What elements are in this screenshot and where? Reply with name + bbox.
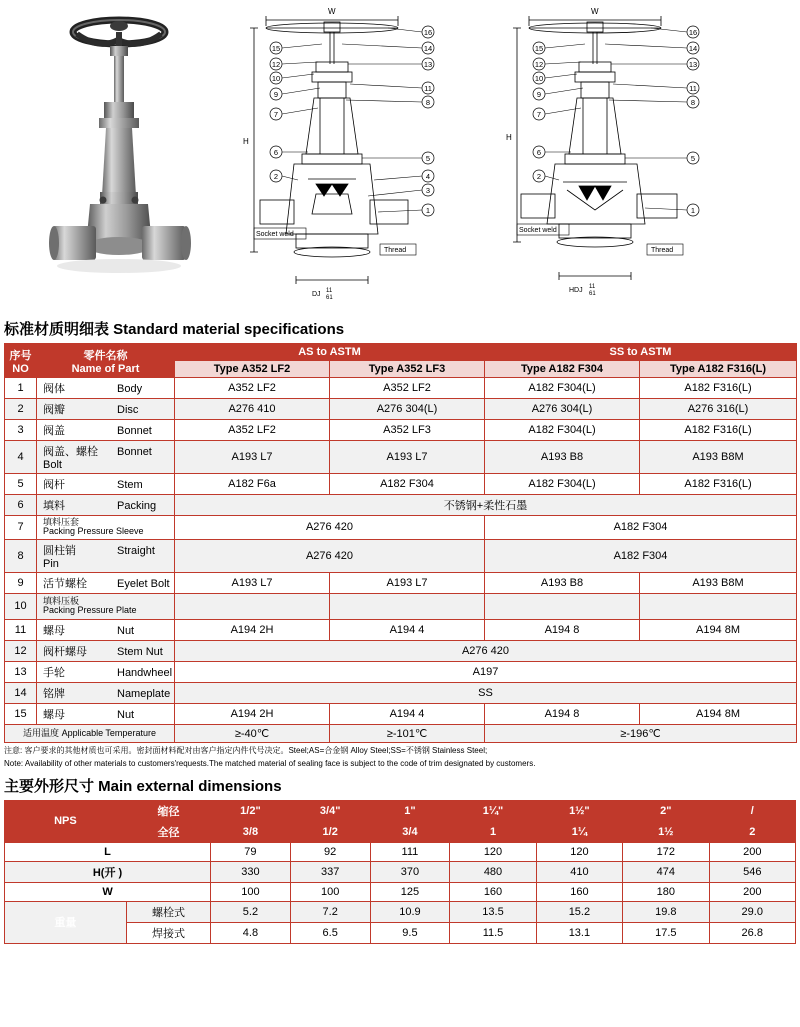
svg-text:10: 10 xyxy=(534,74,544,83)
valve-section-svg-left xyxy=(238,4,493,304)
row-part-cn: 阀瓣 xyxy=(43,404,65,416)
dim-h-0: 330 xyxy=(211,861,291,882)
row-no: 10 xyxy=(5,593,37,619)
row-v1: A276 410 xyxy=(175,399,330,420)
row-no: 15 xyxy=(5,703,37,724)
dim-w-4: 160 xyxy=(536,882,622,901)
row-part-en: Disc xyxy=(117,404,139,416)
table-row xyxy=(5,441,797,474)
row-part-cn: 螺母 xyxy=(43,624,65,637)
row-part-en: Packing Pressure Plate xyxy=(43,605,137,616)
col-type3: Type A182 F304 xyxy=(485,361,640,378)
svg-text:6: 6 xyxy=(536,148,542,157)
row-v4: A182 F316(L) xyxy=(640,474,797,495)
row-v2: A182 F304 xyxy=(330,474,485,495)
dim-label-w: W xyxy=(5,882,211,901)
row-part xyxy=(37,420,175,441)
row-v1: A194 2H xyxy=(175,703,330,724)
nps-full-6: 2 xyxy=(709,821,795,842)
dim-row-w xyxy=(5,882,796,901)
row-v4: A276 316(L) xyxy=(640,399,797,420)
row-v1: A194 2H xyxy=(175,619,330,640)
row-part xyxy=(37,572,175,593)
row-v2: A352 LF3 xyxy=(330,420,485,441)
row-no: 3 xyxy=(5,420,37,441)
row-no: 12 xyxy=(5,640,37,661)
svg-text:7: 7 xyxy=(273,110,279,119)
temperature-label-cn: 适用温度 xyxy=(23,727,60,738)
row-v1: A352 LF2 xyxy=(175,378,330,399)
row-span-value: A276 420 xyxy=(175,640,797,661)
dim-label-h: H(开 ) xyxy=(5,861,211,882)
dim-label-l: L xyxy=(5,842,211,861)
svg-text:8: 8 xyxy=(690,98,696,107)
dim-w-1: 100 xyxy=(290,882,370,901)
row-part-en: Handwheel xyxy=(117,666,173,679)
svg-text:6: 6 xyxy=(273,148,279,157)
row-v4: A182 F316(L) xyxy=(640,378,797,399)
row-part-en: Straight Pin xyxy=(43,544,155,570)
weight-welded-1: 6.5 xyxy=(290,922,370,943)
nps-reduced-0: 1/2" xyxy=(211,800,291,821)
valve-section-svg-right xyxy=(493,4,778,304)
weight-bolted-1: 7.2 xyxy=(290,901,370,922)
svg-text:13: 13 xyxy=(423,60,433,69)
svg-text:61: 61 xyxy=(589,291,596,297)
row-part-cn: 活节螺栓 xyxy=(43,577,87,590)
socket-weld-label-right: Socket weld xyxy=(519,227,557,234)
nps-full-3: 1 xyxy=(450,821,536,842)
dim-l-1: 92 xyxy=(290,842,370,861)
row-part-cn: 圆柱销 xyxy=(43,544,76,557)
nps-full-5: 1½ xyxy=(623,821,709,842)
row-part-cn: 填料压套 xyxy=(43,517,80,527)
table-row xyxy=(5,619,797,640)
row-part xyxy=(37,661,175,682)
thread-label-right: Thread xyxy=(651,247,674,254)
row-no: 5 xyxy=(5,474,37,495)
row-v2: A194 4 xyxy=(330,703,485,724)
nps-full-1: 1/2 xyxy=(290,821,370,842)
row-no: 14 xyxy=(5,682,37,703)
row-part xyxy=(37,474,175,495)
svg-text:1: 1 xyxy=(425,206,431,215)
cross-section-drawing-right xyxy=(493,4,778,312)
weight-row-bolted xyxy=(5,901,796,922)
dim-l-3: 120 xyxy=(450,842,536,861)
svg-text:16: 16 xyxy=(688,28,698,37)
dim-w-5: 180 xyxy=(623,882,709,901)
dim-h-3: 480 xyxy=(450,861,536,882)
row-no: 7 xyxy=(5,516,37,540)
row-span-value-b: A182 F304 xyxy=(485,516,797,540)
svg-text:12: 12 xyxy=(534,60,544,69)
nps-reduced-6: / xyxy=(709,800,795,821)
row-span-value-a: A276 420 xyxy=(175,516,485,540)
row-v1: A182 F6a xyxy=(175,474,330,495)
dim-h-6: 546 xyxy=(709,861,795,882)
row-no: 8 xyxy=(5,539,37,572)
row-part xyxy=(37,703,175,724)
row-v3: A194 8 xyxy=(485,703,640,724)
weight-bolted-0: 5.2 xyxy=(211,901,291,922)
row-part-cn: 铭牌 xyxy=(43,687,65,700)
row-v4: A193 B8M xyxy=(640,441,797,474)
row-part-en: Stem Nut xyxy=(117,645,163,658)
row-part-en: Nut xyxy=(117,708,135,721)
row-span-value: SS xyxy=(175,682,797,703)
table-row xyxy=(5,516,797,540)
row-no: 9 xyxy=(5,572,37,593)
main-external-dimensions-table xyxy=(4,800,796,944)
row-part xyxy=(37,682,175,703)
row-span-value-b: A182 F304 xyxy=(485,539,797,572)
thread-label-left: Thread xyxy=(384,247,407,254)
svg-text:2: 2 xyxy=(273,172,279,181)
weight-welded-label: 焊接式 xyxy=(126,922,210,943)
dim-l-5: 172 xyxy=(623,842,709,861)
temperature-label xyxy=(5,724,175,742)
cross-section-drawing-left xyxy=(238,4,493,312)
row-v1 xyxy=(175,593,330,619)
row-span-value: A197 xyxy=(175,661,797,682)
dim-h-4: 410 xyxy=(536,861,622,882)
row-v3: A276 304(L) xyxy=(485,399,640,420)
row-part-en: Packing xyxy=(117,500,157,512)
dim-l-6: 200 xyxy=(709,842,795,861)
col-type1: Type A352 LF2 xyxy=(175,361,330,378)
dimensions-section-title: 主要外形尺寸 Main external dimensions xyxy=(4,777,282,795)
row-v2 xyxy=(330,593,485,619)
nps-full-0: 3/8 xyxy=(211,821,291,842)
weight-welded-0: 4.8 xyxy=(211,922,291,943)
row-part xyxy=(37,619,175,640)
svg-text:H: H xyxy=(506,133,512,142)
svg-text:4: 4 xyxy=(425,172,431,181)
row-v1: A193 L7 xyxy=(175,572,330,593)
row-no: 1 xyxy=(5,378,37,399)
svg-text:14: 14 xyxy=(423,44,433,53)
nps-full-2: 3/4 xyxy=(370,821,450,842)
row-v3: A193 B8 xyxy=(485,572,640,593)
col-as-astm-header: AS to ASTM xyxy=(175,344,485,361)
row-part-en: Bonnet Bolt xyxy=(43,446,152,471)
material-note-cn: 注意: 客户要求的其他材质也可采用。密封面材料配对由客户指定内件代号决定。Steel;AS=合金钢 Alloy Steel;SS=不锈钢 Stainless Steel; xyxy=(4,745,488,755)
weight-bolted-2: 10.9 xyxy=(370,901,450,922)
table-row xyxy=(5,661,797,682)
svg-text:15: 15 xyxy=(534,44,544,53)
svg-text:11: 11 xyxy=(589,284,596,290)
row-v3: A182 F304(L) xyxy=(485,420,640,441)
col-part-en: Name of Part xyxy=(71,362,140,375)
row-part-cn: 阀体 xyxy=(43,383,65,395)
temp-v1: ≥-40℃ xyxy=(175,724,330,742)
table-row xyxy=(5,572,797,593)
col-ss-astm-header: SS to ASTM xyxy=(485,344,797,361)
row-v2: A276 304(L) xyxy=(330,399,485,420)
svg-text:1: 1 xyxy=(690,206,696,215)
svg-text:11: 11 xyxy=(326,288,333,294)
applicable-temperature-row xyxy=(5,724,797,742)
row-part xyxy=(37,441,175,474)
weight-bolted-5: 19.8 xyxy=(623,901,709,922)
row-v3 xyxy=(485,593,640,619)
row-v1: A193 L7 xyxy=(175,441,330,474)
weight-label: 重量 xyxy=(5,901,127,943)
dim-row-h xyxy=(5,861,796,882)
row-part xyxy=(37,593,175,619)
row-part-en: Packing Pressure Sleeve xyxy=(43,526,144,537)
svg-text:11: 11 xyxy=(689,84,697,93)
row-part-en: Bonnet xyxy=(117,425,152,437)
material-note-en: Note: Availability of other materials to customers'requests.The matched material of sealing face is subject to the code of trim designated by customers. xyxy=(4,758,536,768)
row-v3: A194 8 xyxy=(485,619,640,640)
weight-bolted-label: 螺栓式 xyxy=(126,901,210,922)
table-header-row xyxy=(5,344,797,361)
dim-w-2: 125 xyxy=(370,882,450,901)
nps-reduced-4: 1½" xyxy=(536,800,622,821)
svg-text:2: 2 xyxy=(536,172,542,181)
svg-text:5: 5 xyxy=(425,154,431,163)
row-no: 2 xyxy=(5,399,37,420)
dim-header-row-reduced xyxy=(5,800,796,821)
row-v4: A182 F316(L) xyxy=(640,420,797,441)
table-row xyxy=(5,399,797,420)
svg-text:14: 14 xyxy=(688,44,698,53)
nps-reduced-3: 1¼" xyxy=(450,800,536,821)
svg-text:8: 8 xyxy=(425,98,431,107)
col-part-cn: 零件名称 xyxy=(83,349,128,362)
row-v4: A194 8M xyxy=(640,703,797,724)
row-no: 13 xyxy=(5,661,37,682)
row-part xyxy=(37,516,175,540)
table-row xyxy=(5,539,797,572)
temp-v34: ≥-196℃ xyxy=(485,724,797,742)
dim-h-1: 337 xyxy=(290,861,370,882)
table-row xyxy=(5,495,797,516)
table-row xyxy=(5,474,797,495)
row-part-cn: 填料压板 xyxy=(43,595,80,606)
col-type4: Type A182 F316(L) xyxy=(640,361,797,378)
socket-weld-label-left: Socket weld xyxy=(256,231,294,238)
svg-text:13: 13 xyxy=(688,60,698,69)
col-part-header xyxy=(37,344,175,378)
col-no-en: NO xyxy=(12,362,29,375)
row-span-value-a: A276 420 xyxy=(175,539,485,572)
row-part xyxy=(37,640,175,661)
row-part-cn: 阀杆 xyxy=(43,479,65,491)
row-part xyxy=(37,539,175,572)
row-part-cn: 填料 xyxy=(43,500,65,512)
svg-text:9: 9 xyxy=(273,90,279,99)
row-no: 11 xyxy=(5,619,37,640)
table-row xyxy=(5,420,797,441)
svg-text:W: W xyxy=(591,7,599,16)
svg-text:16: 16 xyxy=(423,28,433,37)
full-bore-label: 全径 xyxy=(126,821,210,842)
row-part xyxy=(37,495,175,516)
row-part-cn: 手轮 xyxy=(43,666,65,679)
weight-welded-4: 13.1 xyxy=(536,922,622,943)
row-part-en: Eyelet Bolt xyxy=(117,577,170,590)
table-row xyxy=(5,682,797,703)
table-row xyxy=(5,593,797,619)
temperature-label-en: Applicable Temperature xyxy=(61,727,156,738)
row-part-cn: 螺母 xyxy=(43,708,65,721)
dim-h-2: 370 xyxy=(370,861,450,882)
svg-text:10: 10 xyxy=(271,74,281,83)
row-part-cn: 阀盖、螺栓 xyxy=(43,446,98,458)
table-row xyxy=(5,640,797,661)
material-section-title: 标准材质明细表 Standard material specifications xyxy=(4,321,345,338)
nps-reduced-2: 1" xyxy=(370,800,450,821)
row-part-en: Stem xyxy=(117,479,143,491)
svg-text:3: 3 xyxy=(425,186,431,195)
row-part-en: Nameplate xyxy=(117,687,171,700)
weight-welded-5: 17.5 xyxy=(623,922,709,943)
weight-welded-3: 11.5 xyxy=(450,922,536,943)
svg-text:5: 5 xyxy=(690,154,696,163)
row-v3: A193 B8 xyxy=(485,441,640,474)
dim-l-2: 111 xyxy=(370,842,450,861)
table-row xyxy=(5,703,797,724)
col-type2: Type A352 LF3 xyxy=(330,361,485,378)
nps-header: NPS xyxy=(5,800,127,842)
size-code-left: DJ xyxy=(312,291,321,298)
row-span-value: 不锈钢+柔性石墨 xyxy=(175,495,797,516)
valve-photo-figure xyxy=(0,4,238,312)
weight-bolted-6: 29.0 xyxy=(709,901,795,922)
row-v3: A182 F304(L) xyxy=(485,474,640,495)
row-no: 6 xyxy=(5,495,37,516)
col-no-header xyxy=(5,344,37,378)
weight-bolted-3: 13.5 xyxy=(450,901,536,922)
nps-reduced-1: 3/4" xyxy=(290,800,370,821)
weight-bolted-4: 15.2 xyxy=(536,901,622,922)
row-v1: A352 LF2 xyxy=(175,420,330,441)
nps-full-4: 1¼ xyxy=(536,821,622,842)
dim-w-3: 160 xyxy=(450,882,536,901)
dim-w-0: 100 xyxy=(211,882,291,901)
svg-text:12: 12 xyxy=(271,60,281,69)
row-part xyxy=(37,399,175,420)
dim-l-4: 120 xyxy=(536,842,622,861)
svg-text:W: W xyxy=(328,7,336,16)
weight-welded-2: 9.5 xyxy=(370,922,450,943)
row-v2: A193 L7 xyxy=(330,441,485,474)
nps-reduced-5: 2" xyxy=(623,800,709,821)
row-part xyxy=(37,378,175,399)
dim-row-l xyxy=(5,842,796,861)
svg-text:7: 7 xyxy=(536,110,542,119)
row-no: 4 xyxy=(5,441,37,474)
row-v3: A182 F304(L) xyxy=(485,378,640,399)
row-v4 xyxy=(640,593,797,619)
svg-text:15: 15 xyxy=(271,44,281,53)
row-v4: A193 B8M xyxy=(640,572,797,593)
row-v4: A194 8M xyxy=(640,619,797,640)
temp-v2: ≥-101℃ xyxy=(330,724,485,742)
valve-photo-image xyxy=(44,10,194,300)
row-part-en: Nut xyxy=(117,624,135,637)
row-part-cn: 阀杆螺母 xyxy=(43,645,87,658)
svg-text:11: 11 xyxy=(424,84,432,93)
svg-text:61: 61 xyxy=(326,295,333,301)
figures-area xyxy=(0,0,800,312)
material-specifications-table xyxy=(4,343,797,743)
size-code-right: HDJ xyxy=(569,287,583,294)
dim-w-6: 200 xyxy=(709,882,795,901)
dim-h-5: 474 xyxy=(623,861,709,882)
table-row xyxy=(5,378,797,399)
row-v2: A193 L7 xyxy=(330,572,485,593)
reduced-bore-label: 缩径 xyxy=(126,800,210,821)
row-v2: A194 4 xyxy=(330,619,485,640)
row-part-en: Body xyxy=(117,383,143,395)
row-v2: A352 LF2 xyxy=(330,378,485,399)
dim-l-0: 79 xyxy=(211,842,291,861)
col-no-cn: 序号 xyxy=(9,349,32,362)
weight-welded-6: 26.8 xyxy=(709,922,795,943)
svg-text:H: H xyxy=(243,137,249,146)
svg-text:9: 9 xyxy=(536,90,542,99)
row-part-cn: 阀盖 xyxy=(43,425,65,437)
